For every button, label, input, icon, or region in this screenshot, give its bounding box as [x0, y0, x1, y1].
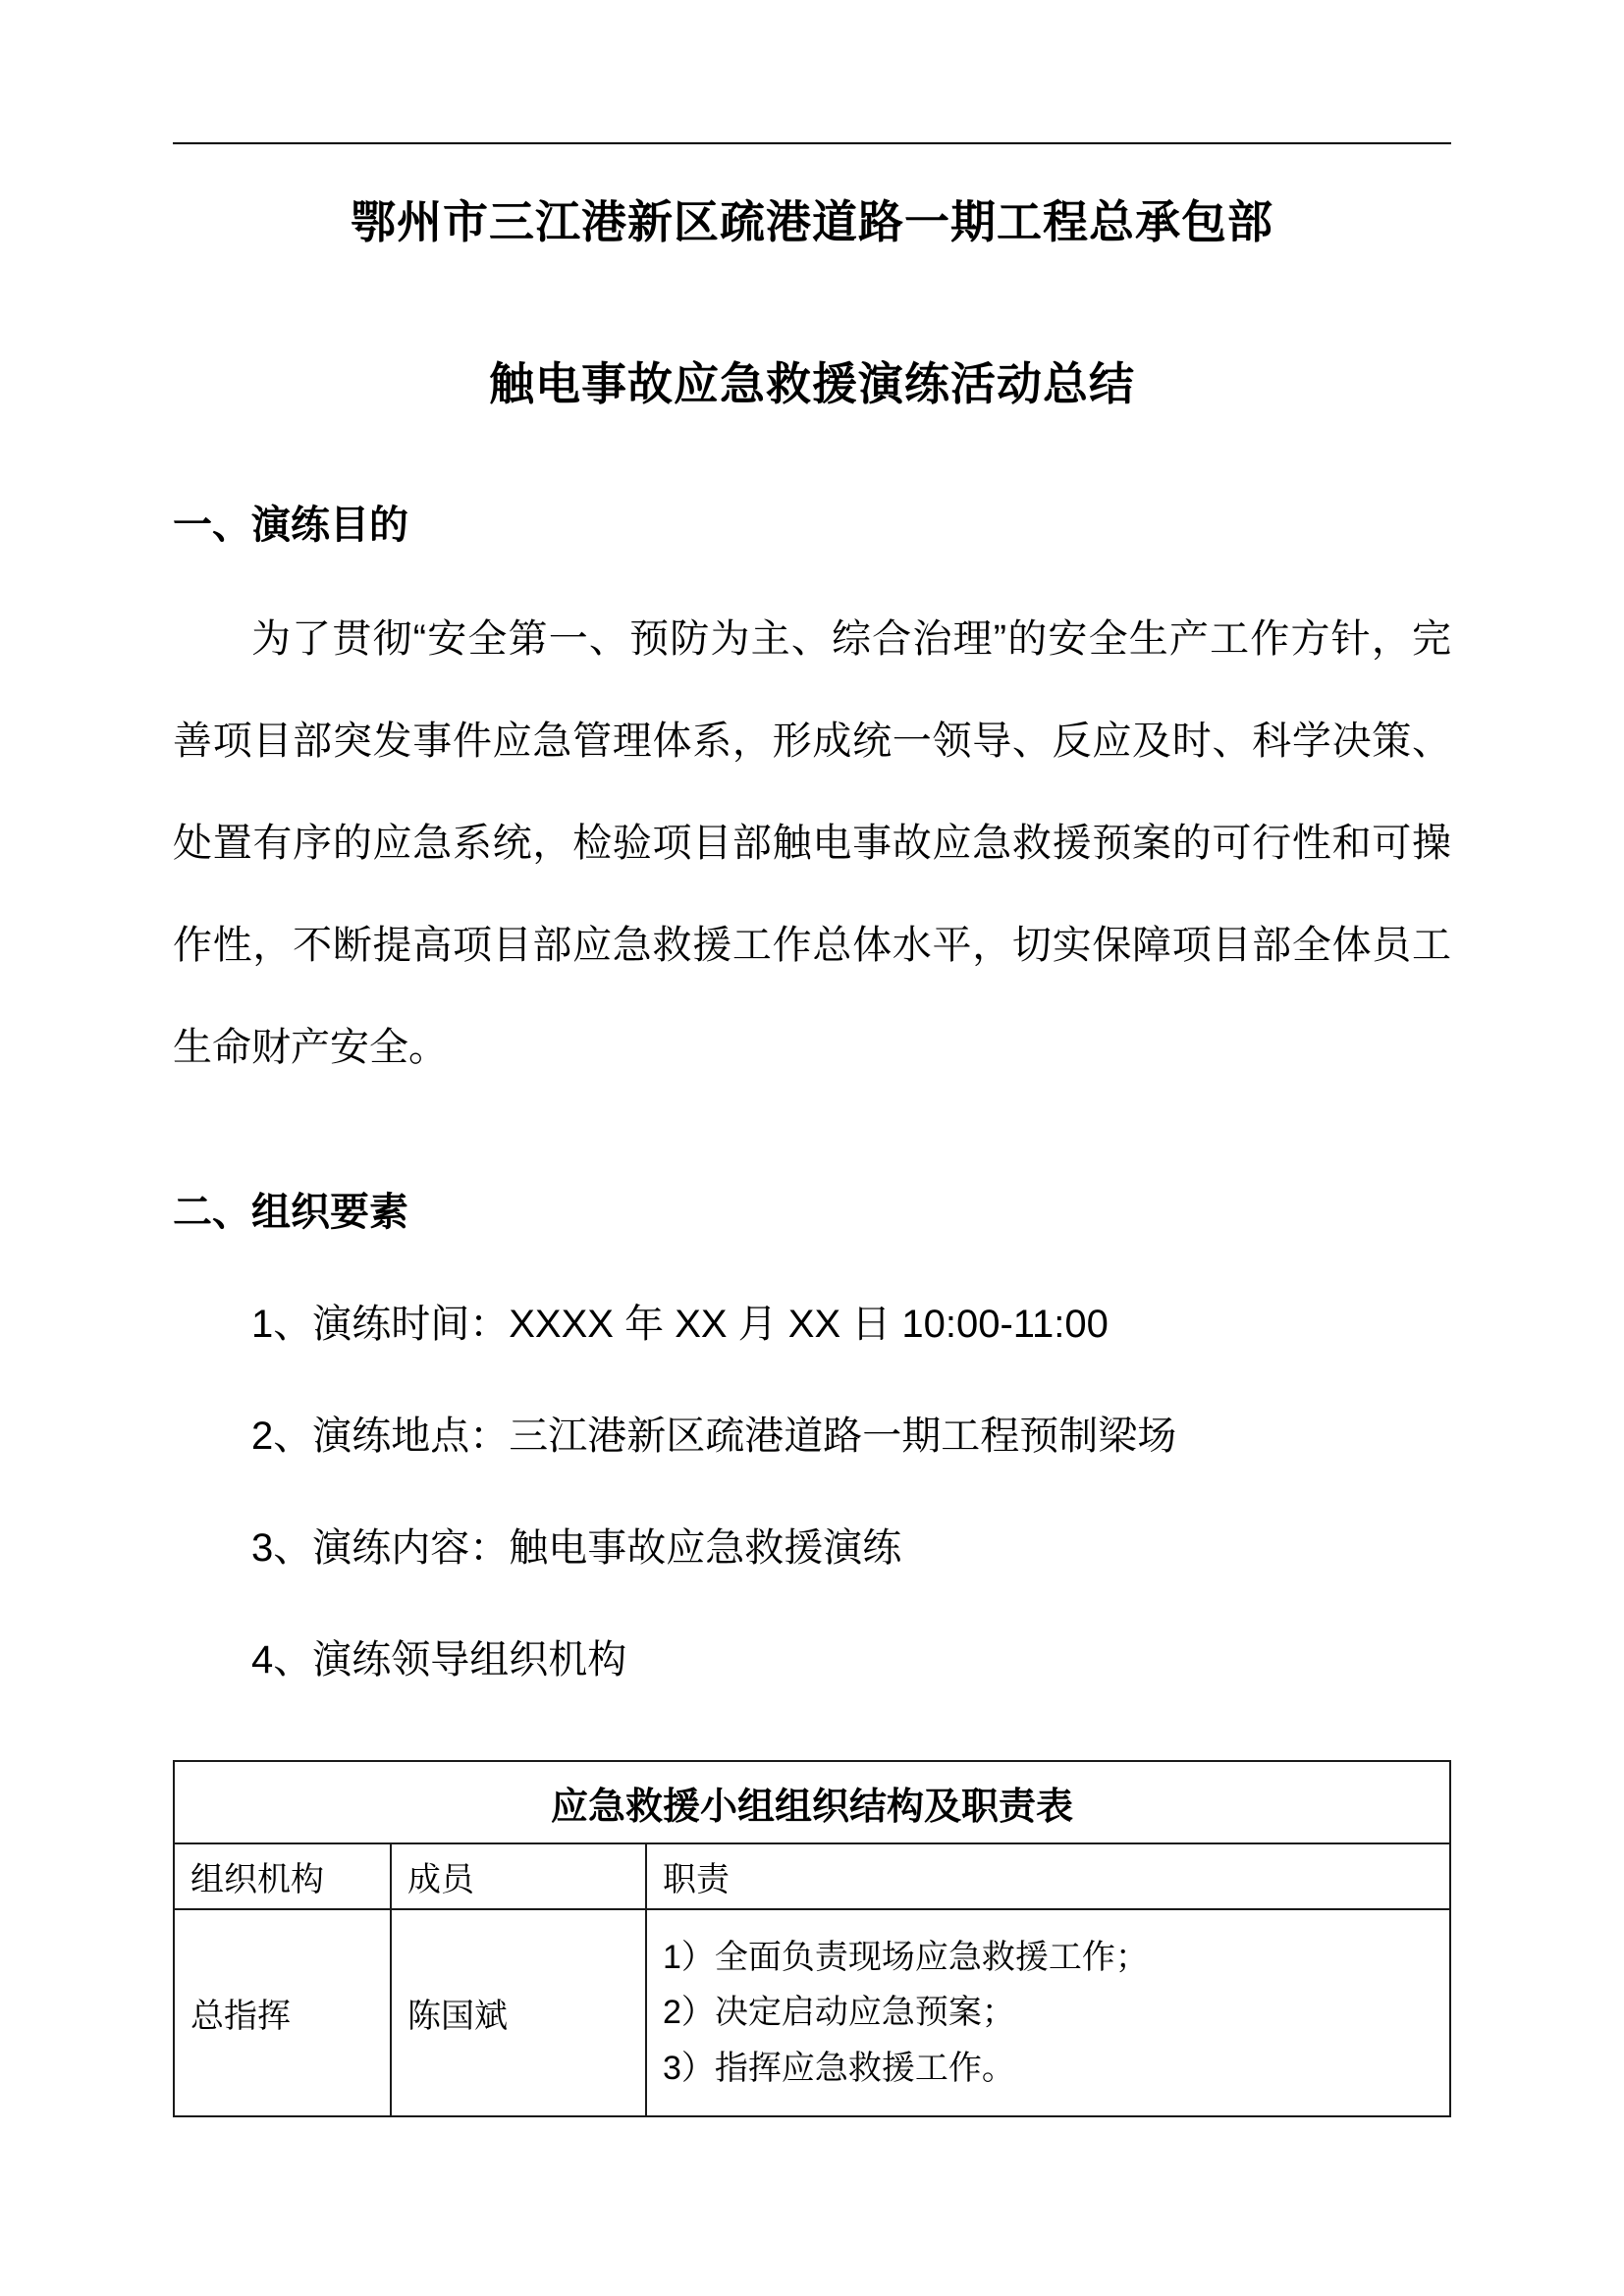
organization-list — [173, 1301, 1451, 1683]
purpose-paragraph: 为了贯彻“安全第一、预防为主、综合治理”的安全生产工作方针，完善项目部突发事件应急管理体系，形成统一领导、反应及时、科学决策、处置有序的应急系统，检验项目部触电事故应急救援预案的可行性和可操作性，不断提高项目部应急救援工作总体水平，切实保障项目部全体员工生命财产安全。 — [173, 617, 1451, 1070]
section-heading-organization: 二、组织要素 — [173, 1191, 408, 1235]
doc-title: 鄂州市三江港新区疏港道路一期工程总承包部 — [351, 196, 1273, 247]
duty-line-1: 1）全面负责现场应急救援工作； — [663, 1939, 1149, 1977]
cell-duties — [646, 1909, 1450, 2115]
org-list-item-content: 3、演练内容：触电事故应急救援演练 — [251, 1526, 902, 1571]
section-heading-purpose: 一、演练目的 — [173, 504, 408, 548]
duty-line-3: 3）指挥应急救援工作。 — [663, 2049, 1015, 2087]
duty-line-2: 2）决定启动应急预案； — [663, 1994, 1015, 2032]
table-title-row — [174, 1761, 1450, 1843]
doc-subtitle: 触电事故应急救援演练活动总结 — [489, 358, 1135, 410]
table-header-row — [174, 1843, 1450, 1909]
col-header-member: 成员 — [391, 1843, 646, 1909]
table-title: 应急救援小组组织结构及职责表 — [174, 1761, 1450, 1843]
cell-org: 总指挥 — [174, 1909, 391, 2115]
org-list-item-time: 1、演练时间：XXXX 年 XX 月 XX 日 10:00-11:00 — [251, 1303, 1109, 1347]
org-list-item-place: 2、演练地点：三江港新区疏港道路一期工程预制梁场 — [251, 1415, 1177, 1459]
col-header-duty: 职责 — [646, 1843, 1450, 1909]
cell-member: 陈国斌 — [391, 1909, 646, 2115]
org-list-item-leadership: 4、演练领导组织机构 — [251, 1638, 627, 1682]
col-header-org: 组织机构 — [174, 1843, 391, 1909]
table-row — [174, 1909, 1450, 2115]
rescue-team-table — [173, 1760, 1451, 2116]
header-rule — [173, 142, 1451, 144]
